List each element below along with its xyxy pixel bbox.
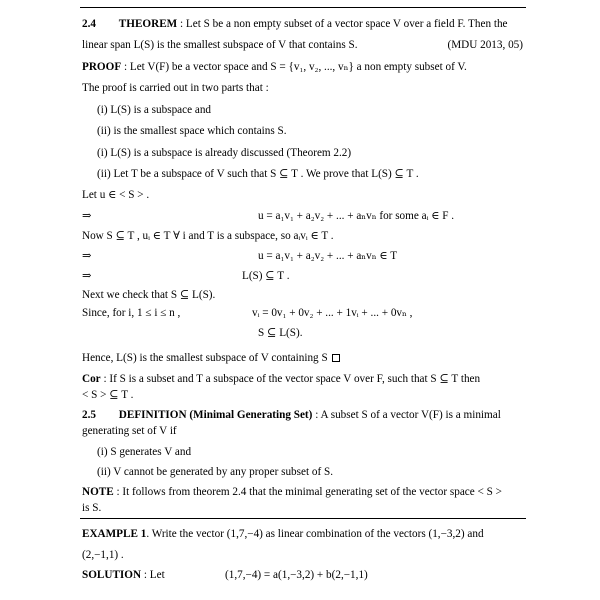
theorem-text-1: : Let S be a non empty subset of a vector space V over a field F. Then the	[180, 18, 508, 30]
s-subset-ls: S ⊆ L(S).	[258, 327, 303, 339]
corollary-line-1	[82, 372, 480, 386]
note-line-1	[82, 485, 502, 499]
theorem-line-2	[82, 38, 358, 52]
implies-arrow-3: ⇒	[82, 270, 92, 282]
example-heading: EXAMPLE 1	[82, 528, 147, 540]
proof-intro: : Let V(F) be a vector space and S = {v₁, v₂, ..., vₙ} a non empty subset of V.	[123, 61, 467, 73]
qed-box-icon	[332, 354, 340, 362]
theorem-text-2: linear span L(S) is the smallest subspace of V that contains S.	[82, 39, 358, 51]
equation-u-in-t: u = a₁v₁ + a₂v₂ + ... + aₙvₙ ∈ T	[258, 250, 398, 262]
theorem-heading: THEOREM	[118, 18, 178, 30]
example-line-2: (2,−1,1) .	[82, 549, 124, 561]
proof-step-2: (ii) Let T be a subspace of V such that S ⊆ T . We prove that L(S) ⊆ T .	[97, 168, 419, 180]
equation-u: u = a₁v₁ + a₂v₂ + ... + aₙvₙ for some aᵢ ∈ F .	[258, 210, 455, 222]
corollary-text-1: : If S is a subset and T a subspace of the vector space V over F, such that S ⊆ T then	[103, 373, 481, 385]
proof-parts-intro: The proof is carried out in two parts that :	[82, 82, 269, 94]
note-heading: NOTE	[82, 486, 114, 498]
top-rule	[80, 7, 526, 8]
proof-let-u: Let u ∈ < S > .	[82, 189, 150, 201]
example-text-1: . Write the vector (1,7,−4) as linear combination of the vectors (1,−3,2) and	[146, 528, 484, 540]
theorem-line-1	[82, 17, 508, 31]
proof-part-1: (i) L(S) is a subspace and	[97, 104, 212, 116]
solution-heading: SOLUTION	[82, 569, 142, 581]
implies-arrow-1: ⇒	[82, 210, 92, 222]
solution-text: : Let	[143, 569, 165, 581]
definition-item-2: (ii) V cannot be generated by any proper subset of S.	[97, 466, 334, 478]
proof-line-1	[82, 60, 467, 74]
proof-step-1: (i) L(S) is a subspace is already discussed (Theorem 2.2)	[97, 147, 352, 159]
proof-next: Next we check that S ⊆ L(S).	[82, 289, 216, 301]
implies-arrow-2: ⇒	[82, 250, 92, 262]
proof-hence: Hence, L(S) is the smallest subspace of V containing S	[82, 352, 328, 364]
theorem-number: 2.4	[82, 18, 96, 30]
proof-conclusion	[82, 351, 340, 365]
corollary-heading: Cor	[82, 373, 101, 385]
ls-subset-t: L(S) ⊆ T .	[242, 270, 290, 282]
proof-heading: PROOF	[82, 61, 122, 73]
definition-text-1: : A subset S of a vector V(F) is a minimal	[315, 409, 501, 421]
solution-line	[82, 568, 165, 582]
theorem-reference: (MDU 2013, 05)	[447, 39, 523, 51]
note-text-1: : It follows from theorem 2.4 that the minimal generating set of the vector space < S >	[116, 486, 502, 498]
definition-line-1	[82, 408, 501, 422]
proof-now: Now S ⊆ T , uᵢ ∈ T ∀ i and T is a subspace, so aᵢvᵢ ∈ T .	[82, 230, 334, 242]
proof-part-2: (ii) is the smallest space which contains S.	[97, 125, 287, 137]
example-line-1	[82, 527, 484, 541]
definition-line-2: generating set of V if	[82, 425, 177, 437]
definition-heading: DEFINITION (Minimal Generating Set)	[118, 409, 313, 421]
corollary-line-2: < S > ⊆ T .	[82, 389, 134, 401]
proof-since: Since, for i, 1 ≤ i ≤ n ,	[82, 307, 181, 319]
definition-number: 2.5	[82, 409, 96, 421]
equation-vi: vᵢ = 0v₁ + 0v₂ + ... + 1vᵢ + ... + 0vₙ ,	[252, 307, 413, 319]
note-line-2: is S.	[82, 502, 102, 514]
solution-equation: (1,7,−4) = a(1,−3,2) + b(2,−1,1)	[225, 569, 368, 581]
section-rule	[80, 518, 526, 519]
definition-item-1: (i) S generates V and	[97, 446, 192, 458]
